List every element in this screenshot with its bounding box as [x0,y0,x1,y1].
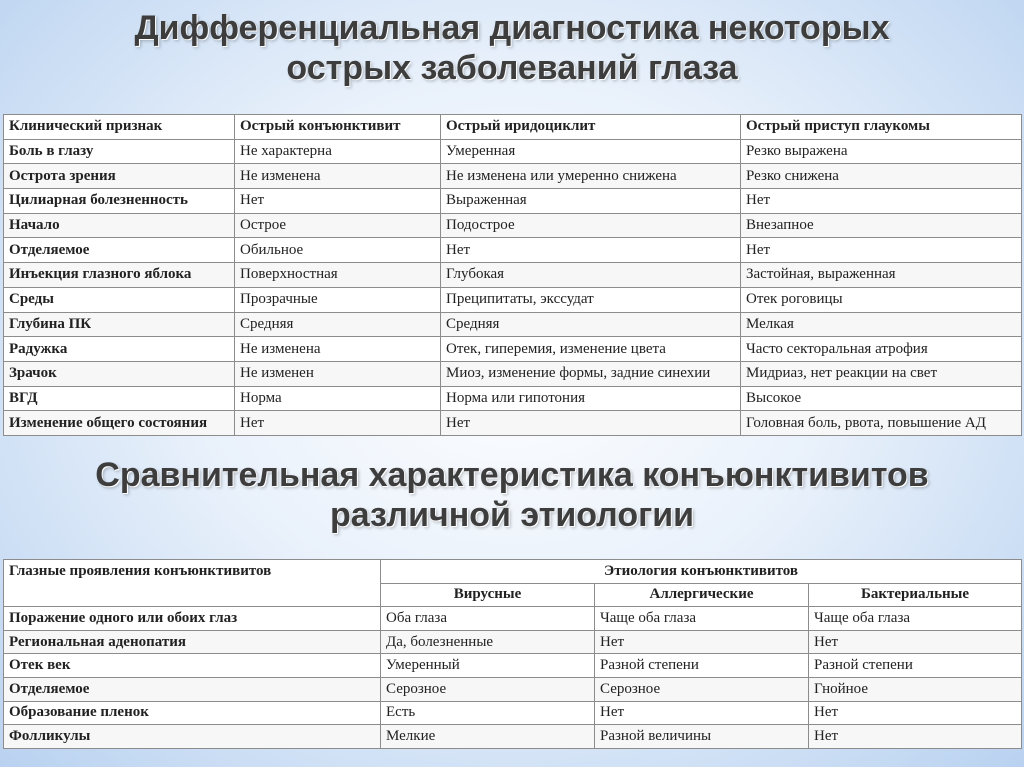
table1-cell: Преципитаты, экссудат [441,287,741,312]
table1-row [4,238,1022,263]
table1-cell: Норма [235,386,441,411]
table2-row [4,701,1022,725]
table1-cell: Острое [235,213,441,238]
table2-cell: Мелкие [381,725,595,749]
table1-cell: Норма или гипотония [441,386,741,411]
table2-row-label: Отделяемое [4,677,381,701]
table1-row [4,337,1022,362]
table1-cell: Не изменена [235,164,441,189]
differential-diagnosis-table [3,114,1022,436]
table2-cell: Разной величины [595,725,809,749]
table2-subheader-cell: Бактериальные [809,583,1022,607]
table1-row-label: Зрачок [4,361,235,386]
table1-cell: Нет [235,189,441,214]
table2-row-label: Образование пленок [4,701,381,725]
table1-row [4,312,1022,337]
table1-cell: Не характерна [235,139,441,164]
table2-row-label: Региональная аденопатия [4,630,381,654]
title1-line1: Дифференциальная диагностика некоторых [134,9,890,47]
table2-cell: Чаще оба глаза [809,607,1022,631]
table1-cell: Средняя [441,312,741,337]
table1-cell: Нет [235,411,441,436]
table2-cell: Есть [381,701,595,725]
table2-row-header: Глазные проявления конъюнктивитов [4,560,381,607]
table2-row [4,607,1022,631]
table1-cell: Выраженная [441,189,741,214]
table2-cell: Да, болезненные [381,630,595,654]
table1-row [4,287,1022,312]
table1-cell: Прозрачные [235,287,441,312]
table1-cell: Средняя [235,312,441,337]
table1-row-label: Радужка [4,337,235,362]
title-conjunctivitis-comparison [0,455,1024,535]
table1-row-label: Среды [4,287,235,312]
table1-cell: Высокое [741,386,1022,411]
table1-row-label: Инъекция глазного яблока [4,263,235,288]
table1-cell: Резко выражена [741,139,1022,164]
table1-cell: Не изменен [235,361,441,386]
table1-row [4,411,1022,436]
table2-cell: Нет [595,630,809,654]
table2-cell: Серозное [595,677,809,701]
title2-line2: различной этиологии [329,496,695,535]
table2-row-label: Поражение одного или обоих глаз [4,607,381,631]
table1-row [4,164,1022,189]
table1-cell: Часто секторальная атрофия [741,337,1022,362]
table2-row-label: Отек век [4,654,381,678]
table1-header-cell: Острый приступ глаукомы [741,115,1022,140]
table1-row [4,263,1022,288]
table1-row-label: Глубина ПК [4,312,235,337]
table2-cell: Нет [809,701,1022,725]
table1-cell: Внезапное [741,213,1022,238]
table1-cell: Застойная, выраженная [741,263,1022,288]
table1-row [4,361,1022,386]
table1-cell: Головная боль, рвота, повышение АД [741,411,1022,436]
table1-row-label: ВГД [4,386,235,411]
table2-header-row [4,560,1022,584]
table1-row [4,189,1022,214]
table1-cell: Нет [441,411,741,436]
table2-cell: Серозное [381,677,595,701]
table2-cell: Чаще оба глаза [595,607,809,631]
table1-cell: Отек роговицы [741,287,1022,312]
table1-cell: Нет [741,189,1022,214]
title1-line2: острых заболеваний глаза [286,49,738,88]
table1-cell: Мидриаз, нет реакции на свет [741,361,1022,386]
table2-cell: Умеренный [381,654,595,678]
table1-row-label: Боль в глазу [4,139,235,164]
table1-header-row [4,115,1022,140]
table2-cell: Нет [809,630,1022,654]
table2-cell: Нет [595,701,809,725]
table2-cell: Нет [809,725,1022,749]
table2-subheader-cell: Вирусные [381,583,595,607]
table1-cell: Резко снижена [741,164,1022,189]
table1-cell: Нет [441,238,741,263]
table1-row [4,386,1022,411]
table1-cell: Поверхностная [235,263,441,288]
title2-line1: Сравнительная характеристика конъюнктивитов [95,456,929,494]
table1-cell: Не изменена [235,337,441,362]
title-differential-diagnosis [0,8,1024,88]
table1-cell: Обильное [235,238,441,263]
table1-row-label: Отделяемое [4,238,235,263]
table2-cell: Оба глаза [381,607,595,631]
table2-group-header: Этиология конъюнктивитов [381,560,1022,584]
table1-cell: Не изменена или умеренно снижена [441,164,741,189]
table2-cell: Разной степени [809,654,1022,678]
table2-row [4,654,1022,678]
table1-cell: Мелкая [741,312,1022,337]
table1-row-label: Острота зрения [4,164,235,189]
table2-row [4,725,1022,749]
table1-header-cell: Клинический признак [4,115,235,140]
table1-row-label: Начало [4,213,235,238]
table1-row [4,213,1022,238]
table2-cell: Гнойное [809,677,1022,701]
table1-cell: Миоз, изменение формы, задние синехии [441,361,741,386]
table1-cell: Нет [741,238,1022,263]
table1-cell: Отек, гиперемия, изменение цвета [441,337,741,362]
conjunctivitis-etiology-table [3,559,1022,749]
table2-subheader-cell: Аллергические [595,583,809,607]
table1-row-label: Изменение общего состояния [4,411,235,436]
table2-cell: Разной степени [595,654,809,678]
table1-cell: Глубокая [441,263,741,288]
table1-cell: Умеренная [441,139,741,164]
table1-header-cell: Острый иридоциклит [441,115,741,140]
table2-row [4,630,1022,654]
table1-row-label: Цилиарная болезненность [4,189,235,214]
table1-header-cell: Острый конъюнктивит [235,115,441,140]
table2-row-label: Фолликулы [4,725,381,749]
table2-row [4,677,1022,701]
table1-row [4,139,1022,164]
table1-cell: Подострое [441,213,741,238]
